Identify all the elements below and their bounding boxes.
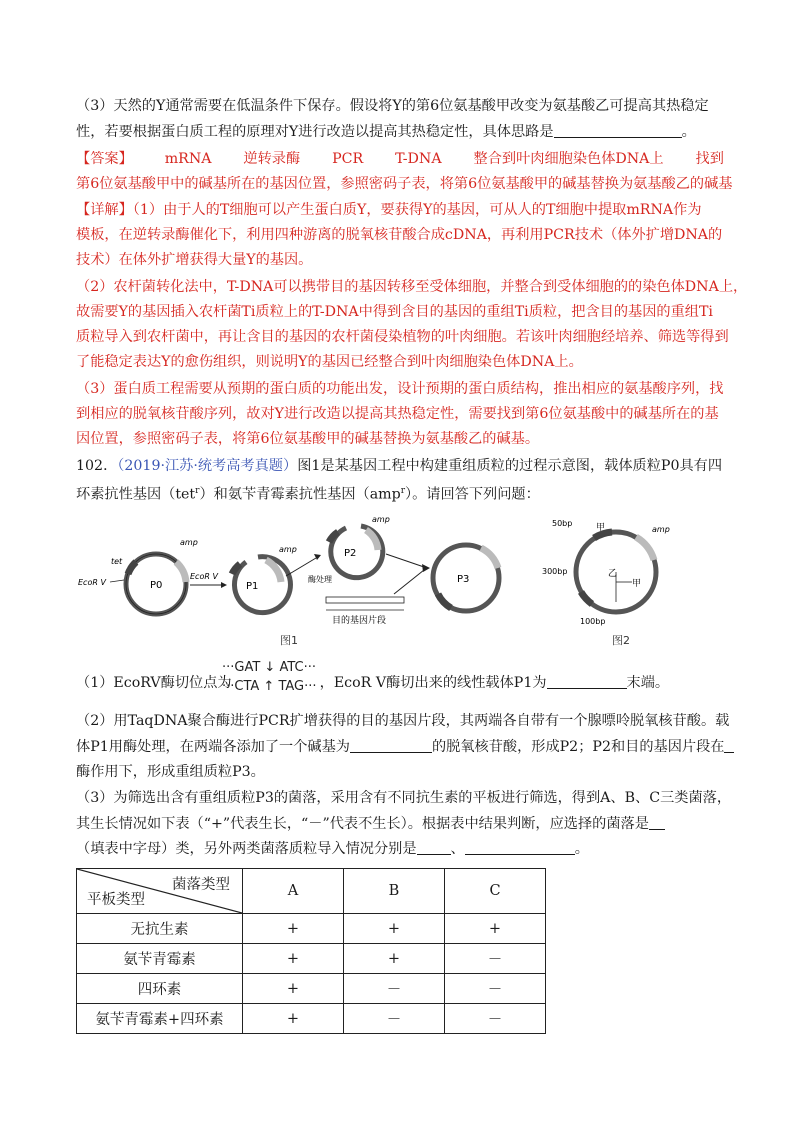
answer-label: 【答案】 [76,151,133,167]
answer-item: 逆转录酶 [243,151,301,167]
detail-p1-line2: 模板，在逆转录酶催化下，利用四种游离的脱氧核苷酸合成cDNA，再利用PCR技术（体外扩增DNA的 [76,227,723,243]
figure2-caption: 图2 [612,634,630,647]
site-top-strand: ···GAT ↓ ATC··· [222,660,316,675]
table-cell: － [344,974,445,1004]
label-p1: P1 [246,581,259,592]
answer-item: T-DNA [395,151,442,167]
detail-p3-line2: 到相应的脱氧核苷酸序列，故对Y进行改造以提高其热稳定性，需要找到第6位氨基酸中的碱基所在的基 [76,406,719,422]
answer-blank[interactable] [649,815,665,830]
answer-line1 [76,148,736,170]
detail-label: 【详解】 [76,202,133,218]
table-row [77,944,546,974]
detail-p1-line3: 技术）在体外扩增获得大量Y的基因。 [76,252,313,268]
sub3-text: 。 [574,841,589,857]
plasmid-figure2 [542,519,670,626]
q3-line2-text: 性，若要根据蛋白质工程的原理对Y进行改造以提高其热稳定性，具体思路是 [76,124,554,140]
question-text: ）。请回答下列问题： [405,486,540,503]
row-label: 四环素 [77,974,243,1004]
q3-line1: （3）天然的Y通常需要在低温条件下保存。假设将Y的第6位氨基酸甲改变为氨基酸乙可提高其热稳定 [76,98,709,114]
col-header: C [445,869,546,914]
table-cell: － [445,944,546,974]
sub3-text: 其生长情况如下表（“+”代表生长，“－”代表不生长）。根据表中结果判断，应选择的菌落是 [76,816,649,832]
label-enzyme-treatment: 酶处理 [308,575,332,584]
question-source[interactable]: （2019·江苏·统考高考真题） [117,458,298,474]
table-cell: + [243,914,344,944]
q102-line1 [76,455,736,477]
sub2-line3: 酶作用下，形成重组质粒P3。 [76,764,265,780]
label-100bp: 100bp [580,617,606,626]
table-cell: － [445,1004,546,1034]
sub3-line2 [76,813,736,835]
answer-item: mRNA [164,151,212,167]
label-tet: tet [111,557,123,566]
label-p2: P2 [344,548,357,559]
label-amp: amp [372,515,390,524]
plasmid-p3 [433,545,499,611]
table-cell: + [344,944,445,974]
header-plate-type: 平板类型 [87,892,145,908]
table-row [77,974,546,1004]
plasmid-diagram [76,512,716,652]
row-label: 氨苄青霉素 [77,944,243,974]
plasmid-p0 [78,538,198,614]
answer-line2: 第6位氨基酸甲中的碱基所在的基因位置，参照密码子表，将第6位氨基酸甲的碱基替换为氨基酸乙的碱基 [76,176,733,192]
header-colony-type: 菌落类型 [172,877,230,893]
label-amp: amp [180,538,198,547]
sub3-line1: （3）为筛选出含有重组质粒P3的菌落，采用含有不同抗生素的平板进行筛选，得到A、B、C三类菌落， [76,790,732,806]
table-row [77,1004,546,1034]
label-yi: 乙 [608,569,618,579]
sub1-post: EcoR V酶切出来的线性载体P1为 [333,675,547,691]
sub2-text: 体P1用酶处理，在两端各添加了一个碱基为 [76,739,350,755]
q102-line2: 环素抗性基因（tet$^r$）和氨苄青霉素抗性基因（amp$^r$）。请回答下列问题： [76,486,540,503]
label-jia: 甲 [632,579,642,589]
table-cell: + [445,914,546,944]
row-label: 无抗生素 [77,914,243,944]
label-50bp: 50bp [552,519,573,528]
answer-blank[interactable] [350,738,432,753]
table-header-corner [77,869,243,914]
question-text: 环素抗性基因（tet [76,486,196,503]
detail-p2-line3: 质粒导入到农杆菌中，再让含目的基因的农杆菌侵染植物的叶肉细胞。若该叶肉细胞经培养、筛选等得到 [76,329,729,345]
ecorv-site [222,658,317,696]
detail-p1-line1 [76,199,736,221]
detail-p2-line1: （2）农杆菌转化法中，T-DNA可以携带目的基因转移至受体细胞，并整合到受体细胞的的染色体DNA上， [76,279,748,295]
sub3-text: （填表中字母）类，另外两类菌落质粒导入情况分别是 [76,841,417,857]
label-amp: amp [279,545,297,554]
q3-line2-end: 。 [681,124,696,140]
plasmid-p2 [329,515,390,578]
detail-text: （1）由于人的T细胞可以产生蛋白质Y，要获得Y的基因，可从人的T细胞中提取mRNA作为 [132,202,702,218]
table-cell: + [243,944,344,974]
detail-p2-line4: 了能稳定表达Y的愈伤组织，则说明Y的基因已经整合到叶肉细胞染色体DNA上。 [76,354,583,370]
sub3-text: 、 [450,841,465,857]
table-cell: － [445,974,546,1004]
table-cell: － [344,1004,445,1034]
sub1-pre: （1）EcoRV酶切位点为 [76,675,232,691]
answer-blank[interactable] [554,123,682,138]
label-amp: amp [652,525,670,534]
label-p3: P3 [457,574,470,585]
table-cell: + [243,1004,344,1034]
detail-p3-line1: （3）蛋白质工程需要从预期的蛋白质的功能出发，设计预期的蛋白质结构，推出相应的氨基酸序列，找 [76,381,724,397]
question-text: ）和氨苄青霉素抗性基因（amp [199,486,401,503]
detail-p3-line3: 因位置，参照密码子表，将第6位氨基酸甲的碱基替换为氨基酸乙的碱基。 [76,431,540,447]
sub1-line [76,672,736,694]
table-row [77,914,546,944]
sub1-comma: ， [319,675,334,691]
row-label: 氨苄青霉素+四环素 [77,1004,243,1034]
answer-blank[interactable] [417,840,451,855]
detail-p2-line2: 故需要Y的基因插入农杆菌Ti质粒上的T-DNA中得到含目的基因的重组Ti质粒，把含目的基因的重组Ti [76,304,713,320]
col-header: A [243,869,344,914]
label-target-gene-fragment: 目的基因片段 [332,616,387,626]
question-text: 图1是某基因工程中构建重组质粒的过程示意图，载体质粒P0具有四 [297,458,723,474]
answer-blank[interactable] [724,738,734,753]
sub2-text: 的脱氧核苷酸，形成P2；P2和目的基因片段在 [431,739,725,755]
q3-line2 [76,121,736,143]
plasmid-p1 [232,545,297,613]
figure1-caption: 图1 [280,634,298,647]
colony-table [76,868,546,1034]
col-header: B [344,869,445,914]
answer-blank[interactable] [465,840,575,855]
answer-item: 整合到叶肉细胞染色体DNA上 [473,151,664,167]
label-ecorv: EcoR V [78,578,106,587]
answer-blank[interactable] [547,674,627,689]
question-number: 102． [76,458,118,474]
table-cell: + [344,914,445,944]
label-ecorv: EcoR V [190,572,218,581]
sub2-line2 [76,736,736,758]
sub1-end: 末端。 [626,675,670,691]
label-p0: P0 [150,580,163,591]
label-300bp: 300bp [542,567,568,576]
answer-item: PCR [332,151,364,167]
answer-item: 找到 [695,151,724,167]
table-cell: + [243,974,344,1004]
label-jia: 甲 [596,523,606,533]
site-bottom-strand: ···CTA ↑ TAG··· [222,679,317,694]
sub2-line1: （2）用TaqDNA聚合酶进行PCR扩增获得的目的基因片段，其两端各自带有一个腺嘌呤脱氧核苷酸。载 [76,713,730,729]
sub3-line3 [76,838,736,860]
